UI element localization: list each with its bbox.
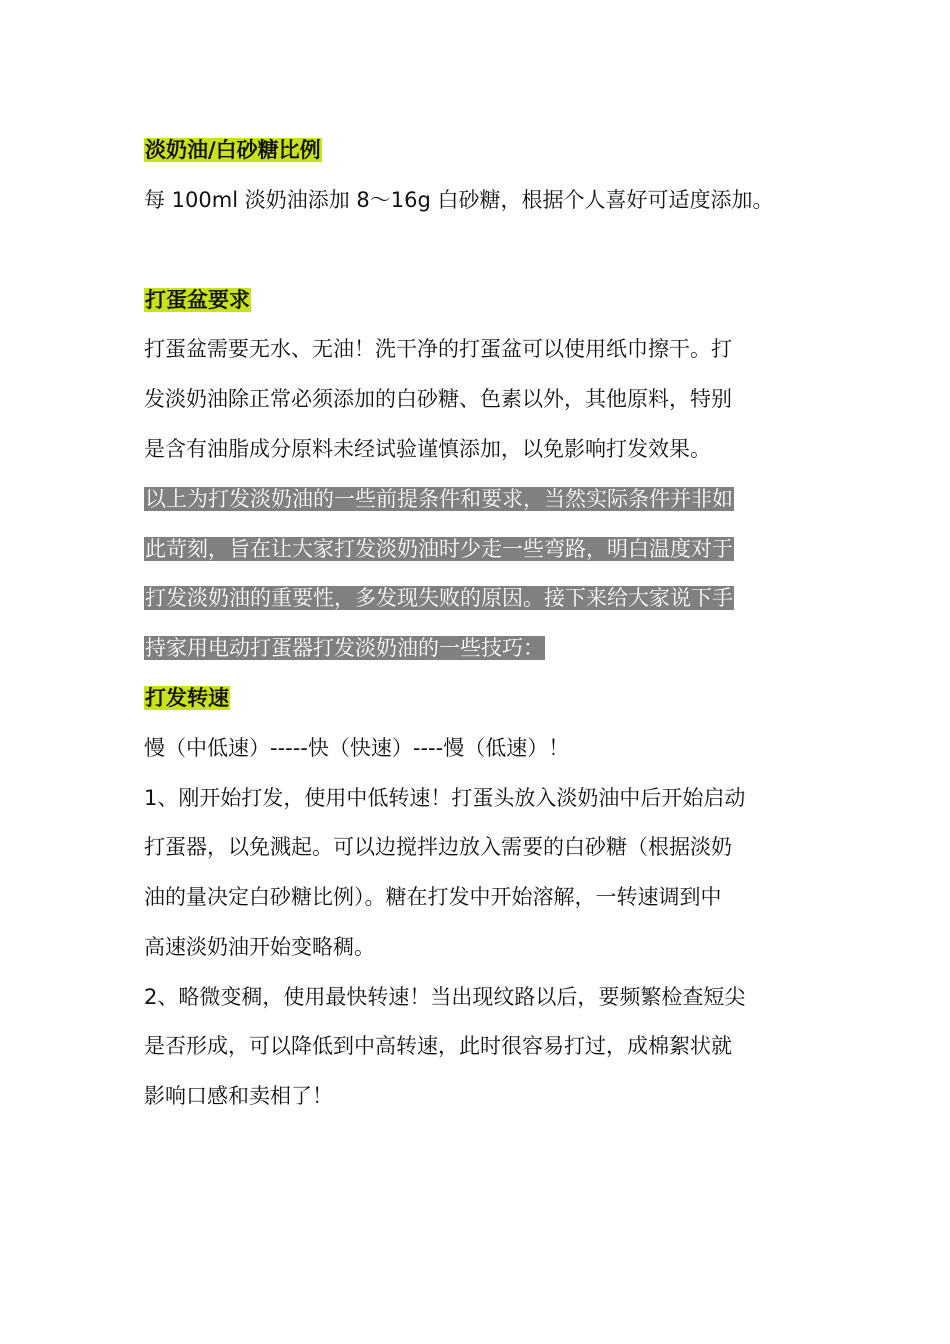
paragraph-line: 慢（中低速）-----快（快速）----慢（低速）！ <box>144 736 570 760</box>
paragraph-line: 是否形成，可以降低到中高转速，此时很容易打过，成棉絮状就 <box>144 1034 732 1058</box>
highlighted-line: 以上为打发淡奶油的一些前提条件和要求，当然实际条件并非如 <box>145 487 733 511</box>
highlighted-line: 持家用电动打蛋器打发淡奶油的一些技巧： <box>145 636 544 660</box>
section-heading: 打蛋盆要求 <box>145 288 250 312</box>
highlighted-line: 打发淡奶油的重要性，多发现失败的原因。接下来给大家说下手 <box>145 586 733 610</box>
paragraph-line: 高速淡奶油开始变略稠。 <box>144 935 375 959</box>
paragraph-line: 2、略微变稠，使用最快转速！当出现纹路以后，要频繁检查短尖 <box>144 985 746 1009</box>
section-heading: 打发转速 <box>145 686 229 710</box>
section-heading: 淡奶油/白砂糖比例 <box>145 138 321 162</box>
paragraph-line: 是含有油脂成分原料未经试验谨慎添加，以免影响打发效果。 <box>144 437 711 461</box>
paragraph-line: 打蛋器，以免溅起。可以边搅拌边放入需要的白砂糖（根据淡奶 <box>144 835 732 859</box>
paragraph-line: 1、刚开始打发，使用中低转速！打蛋头放入淡奶油中后开始启动 <box>144 786 746 810</box>
paragraph-line: 油的量决定白砂糖比例）。糖在打发中开始溶解，一转速调到中 <box>144 885 722 909</box>
paragraph-line: 打蛋盆需要无水、无油！洗干净的打蛋盆可以使用纸巾擦干。打 <box>144 337 732 361</box>
paragraph-line: 发淡奶油除正常必须添加的白砂糖、色素以外，其他原料，特别 <box>144 387 732 411</box>
highlighted-line: 此苛刻，旨在让大家打发淡奶油时少走一些弯路，明白温度对于 <box>145 537 733 561</box>
paragraph-line: 影响口感和卖相了！ <box>144 1084 333 1108</box>
paragraph-line: 每 100ml 淡奶油添加 8～16g 白砂糖，根据个人喜好可适度添加。 <box>144 188 774 212</box>
